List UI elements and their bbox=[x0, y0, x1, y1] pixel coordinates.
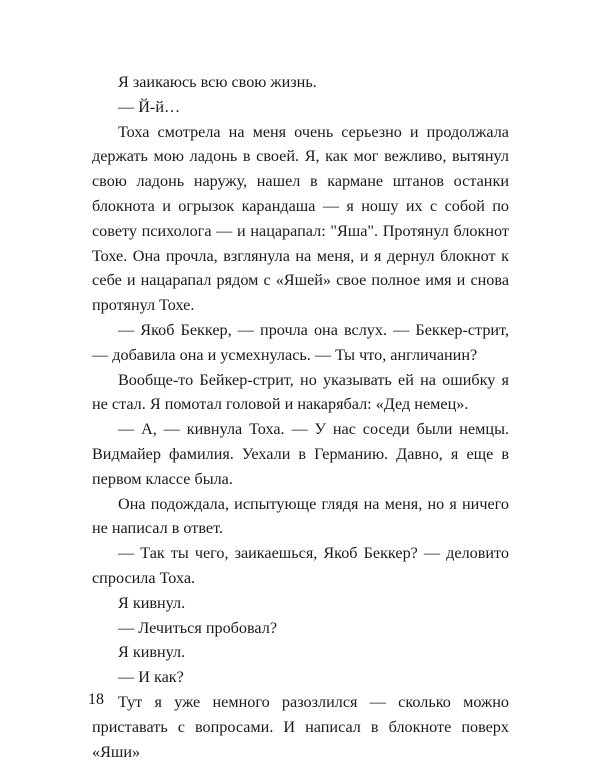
paragraph: — Лечиться пробовал? bbox=[118, 618, 278, 637]
paragraph: — Так ты чего, заикаешься, Якоб Беккер? — деловито спросила Тоха. bbox=[92, 544, 509, 587]
page-text bbox=[92, 70, 509, 764]
paragraph: Я кивнул. bbox=[118, 643, 186, 662]
paragraph: Я заикаюсь всю свою жизнь. bbox=[118, 73, 317, 91]
paragraph: — Якоб Беккер, — прочла она вслух. — Беккер-стрит, — добавила она и усмехнулась. — Ты что, англичанин? bbox=[92, 320, 509, 364]
paragraph: — Й-й… bbox=[118, 97, 181, 116]
paragraph: Я кивнул. bbox=[118, 593, 186, 612]
page-number: 18 bbox=[88, 691, 104, 708]
paragraph: Тоха смотрела на меня очень серьезно и продолжала держать мою ладонь в своей. Я, как мог вежливо, вытянул свою ладонь наружу, нашел в кармане штанов останки блокнота и огрызок карандаша — я ношу их с собой по совету психолога — и нацарапал: "Яша". Протянул блокнот Тохе. Она прочла, взглянула на меня, и я дернул блокнот к себе и нацарапал рядом с «Яшей» свое полное имя и снова протянул Тохе. bbox=[92, 122, 509, 315]
paragraph: — А, — кивнула Тоха. — У нас соседи были немцы. Видмайер фамилия. Уехали в Германию. Давно, я еще в первом классе была. bbox=[92, 420, 509, 488]
paragraph: Она подождала, испытующе глядя на меня, но я ничего не написал в ответ. bbox=[92, 494, 509, 538]
paragraph: Вообще-то Бейкер-стрит, но указывать ей на ошибку я не стал. Я помотал головой и накарябал: «Дед немец». bbox=[92, 370, 509, 414]
paragraph: Тут я уже немного разозлился — сколько можно приставать с вопросами. И написал в блокноте поверх «Яши» bbox=[92, 692, 509, 761]
paragraph: — И как? bbox=[118, 668, 184, 687]
